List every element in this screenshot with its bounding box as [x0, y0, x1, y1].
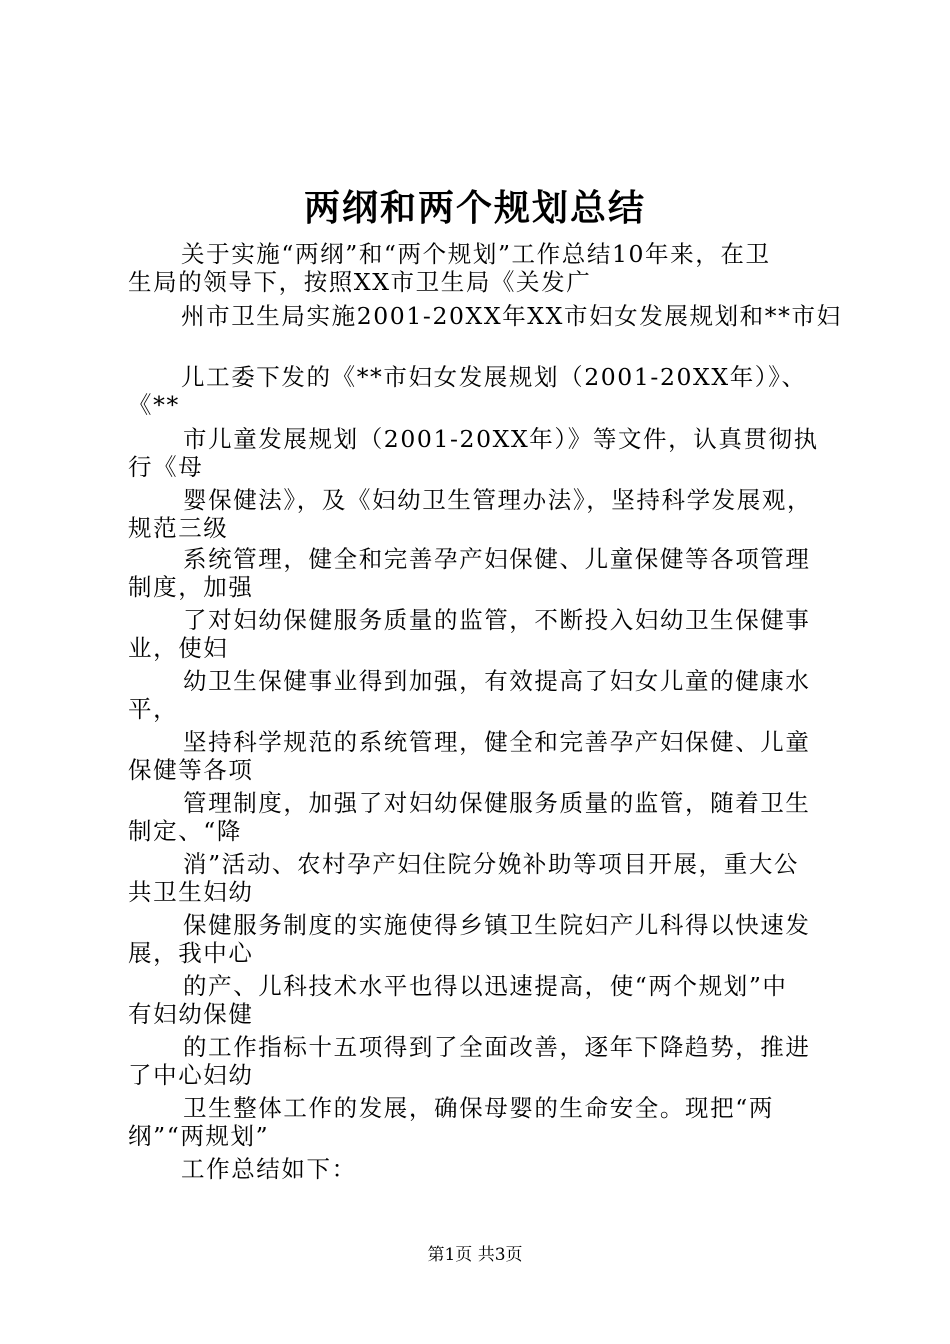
text-line: 州市卫生局实施2001-20XX年XX市妇女发展规划和**市妇 — [181, 302, 842, 330]
text-line: 卫生整体工作的发展，确保母婴的生命安全。现把“两 — [183, 1094, 774, 1122]
text-line: 了对妇幼保健服务质量的监管，不断投入妇幼卫生保健事 — [183, 606, 811, 634]
text-line: 共卫生妇幼 — [128, 878, 254, 906]
text-line: 制定、“降 — [128, 817, 243, 845]
text-line: 坚持科学规范的系统管理，健全和完善孕产妇保健、儿童 — [183, 728, 811, 756]
text-line: 保健等各项 — [128, 756, 254, 784]
text-line: 婴保健法》，及《妇幼卫生管理办法》，坚持科学发展观， — [183, 486, 813, 514]
text-line: 幼卫生保健事业得到加强，有效提高了妇女儿童的健康水 — [183, 667, 811, 695]
text-line: 关于实施“两纲”和“两个规划”工作总结10年来，在卫 — [181, 240, 771, 268]
text-line: 《** — [128, 391, 180, 419]
text-line: 有妇幼保健 — [128, 1000, 254, 1028]
text-line: 纲”“两规划” — [128, 1122, 270, 1150]
text-line: 系统管理，健全和完善孕产妇保健、儿童保健等各项管理 — [183, 545, 811, 573]
text-line: 的产、儿科技术水平也得以迅速提高，使“两个规划”中 — [183, 972, 788, 1000]
text-line: 工作总结如下： — [181, 1155, 357, 1183]
text-line: 的工作指标十五项得到了全面改善，逐年下降趋势，推进 — [183, 1033, 811, 1061]
text-line: 市儿童发展规划（2001-20XX年）》等文件，认真贯彻执 — [183, 425, 819, 453]
text-line: 消”活动、农村孕产妇住院分娩补助等项目开展，重大公 — [183, 850, 800, 878]
text-line: 展，我中心 — [128, 939, 254, 967]
page-number-footer: 第1页 共3页 — [427, 1245, 523, 1265]
text-line: 规范三级 — [128, 514, 229, 542]
text-line: 保健服务制度的实施使得乡镇卫生院妇产儿科得以快速发 — [183, 911, 811, 939]
text-line: 了中心妇幼 — [128, 1061, 254, 1089]
text-line: 生局的领导下，按照XX市卫生局《关发广 — [128, 268, 592, 296]
text-line: 制度，加强 — [128, 573, 254, 601]
text-line: 业，使妇 — [128, 634, 229, 662]
text-line: 儿工委下发的《**市妇女发展规划（2001-20XX年）》、 — [181, 363, 807, 391]
text-line: 平， — [128, 695, 179, 723]
text-line: 管理制度，加强了对妇幼保健服务质量的监管，随着卫生 — [183, 789, 811, 817]
text-line: 行《母 — [128, 453, 204, 481]
document-title: 两纲和两个规划总结 — [303, 187, 646, 229]
